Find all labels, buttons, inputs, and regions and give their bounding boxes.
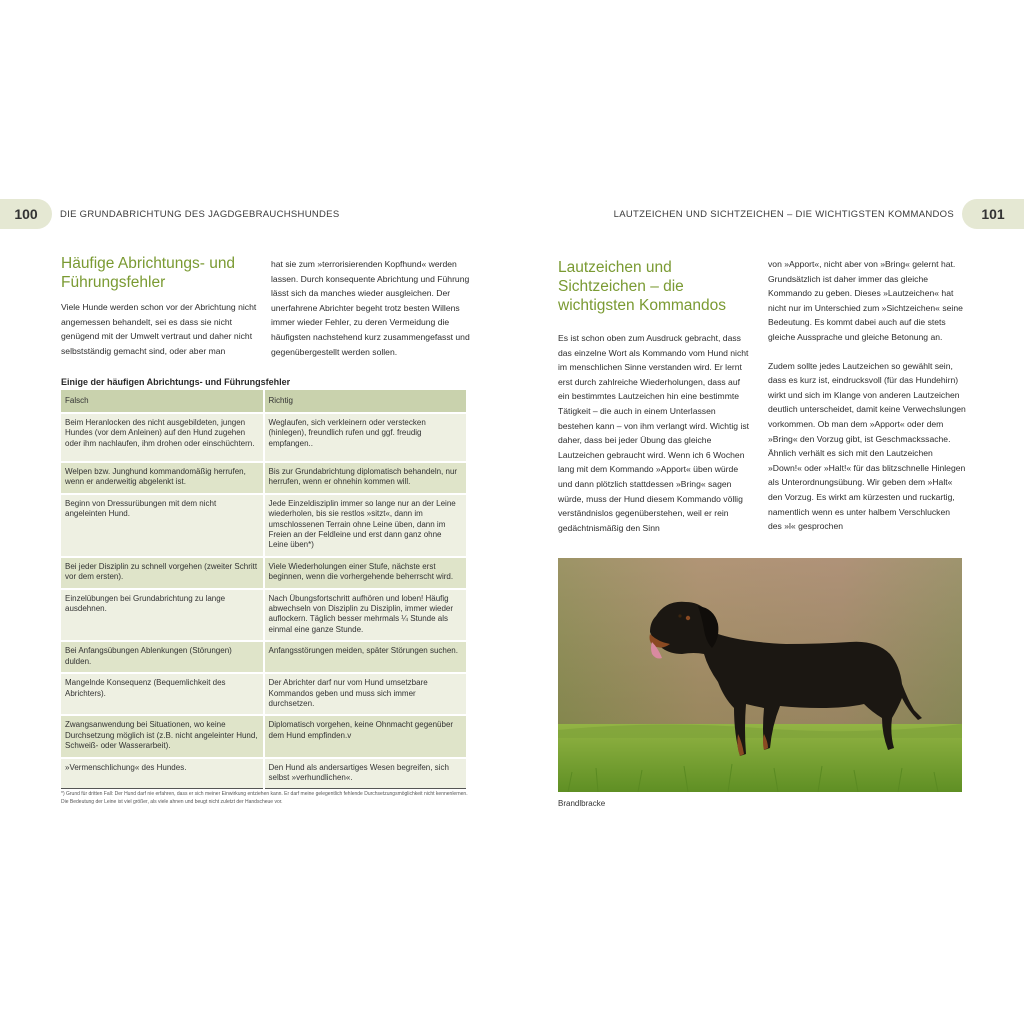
paragraph: Es ist schon oben zum Ausdruck gebracht, dass das einzelne Wort als Kommando vom Hund nicht im menschlichen Sinne verstanden wird. Er lernt erst durch zahlreiche Wiederholungen, dass auf ein bestimmtes Lautzeichen hin eine bestimmte Tätigkeit – die auch in einem Unterlassen bestehen kann – von ihm verlangt wird. Wichtig ist daher, dass bei jeder Übung das gleiche Lautzeichen gebraucht wird. Wenn ich 6 Wochen lang mit dem Kommando »Apport« üben würde und dann plötzlich stattdessen »Bring« sagen würde, muss der Hund diesem Kommando völlig verständnislos gegenüberstehen, weil er rein gedächtnismäßig den Sinn	[558, 333, 750, 533]
footnote: *) Grund für dritten Fall: Der Hund darf nie erfahren, dass er sich meiner Einwirkung entziehen kann. Er darf meine gelegentlich fehlende Durchsetzungsmöglichkeit nicht kennenlernen. Die Bedeutung der Leine ist viel größer, als viele ahnen und beugt nicht zuletzt der Handscheue vor.	[61, 791, 468, 805]
table-cell-richtig: Bis zur Grundabrichtung diplomatisch behandeln, nur herrufen, wenn er ohnehin kommen will.	[264, 462, 467, 494]
body-text-left-col2	[271, 257, 471, 359]
paragraph: Zudem sollte jedes Lautzeichen so gewählt sein, dass es kurz ist, eindrucksvoll (für das Hundehirn) wirkt und sich im Klange von anderen Lautzeichen deutlich unterscheidet, damit keine Verwechslungen vorkommen. Ob man dem »Apport« oder dem »Bring« den Vorzug gibt, ist Geschmackssache. Ähnlich verhält es sich mit den Lautzeichen »Down!« oder »Halt!« für das blitzschnelle Hinlegen als Unterordnungsübung. Wir geben dem »Halt« den Vorzug. Es wirkt am kürzesten und ruckartig, namentlich wenn es unter halbem Verschlucken des »l« gesprochen	[768, 360, 966, 532]
table-cell-richtig: Anfangsstörungen meiden, später Störungen suchen.	[264, 641, 467, 673]
table-cell-falsch: Bei Anfangsübungen Ablenkungen (Störungen) dulden.	[61, 641, 264, 673]
page-number-right: 101	[962, 199, 1024, 229]
table-cell-richtig: Weglaufen, sich verkleinern oder verstecken (hinlegen), freundlich rufen und ggf. freudig empfangen..	[264, 413, 467, 462]
dog-photo	[558, 558, 962, 792]
table-row	[61, 715, 466, 757]
table-cell-falsch: Beim Heranlocken des nicht ausgebildeten, jungen Hundes (vor dem Anleinen) auf den Hund zugehen oder ihm nachlaufen, ihm drohen oder einschüchtern.	[61, 413, 264, 462]
table-row	[61, 589, 466, 642]
paragraph: Viele Hunde werden schon vor der Abrichtung nicht angemessen behandelt, sei es dass sie nicht genügend mit der Umwelt vertraut und daher nicht selbstständig gemacht sind, oder aber man	[61, 302, 257, 356]
body-text-right-col1	[558, 331, 753, 535]
body-text-right-col2	[768, 257, 966, 534]
table-cell-falsch: Mangelnde Konsequenz (Bequemlichkeit des Abrichters).	[61, 673, 264, 715]
table-row	[61, 462, 466, 494]
table-cell-richtig: Der Abrichter darf nur vom Hund umsetzbare Kommandos geben und muss sich immer durchsetzen.	[264, 673, 467, 715]
section-heading-right: Lautzeichen und Sichtzeichen – die wichtigsten Kommandos	[558, 259, 726, 314]
running-head-left: DIE GRUNDABRICHTUNG DES JAGDGEBRAUCHSHUNDES	[60, 209, 340, 220]
table-cell-falsch: Beginn von Dressurübungen mit dem nicht angeleinten Hund.	[61, 494, 264, 557]
paragraph: von »Apport«, nicht aber von »Bring« gelernt hat. Grundsätzlich ist daher immer das gleiche Kommando zu geben. Dieses »Lautzeichen« hat nicht nur im Unterschied zum »Sichtzeichen« seine Bedeutung. Es kommt dabei auch auf die stets gleiche Aussprache und gleiche Betonung an.	[768, 259, 963, 342]
paragraph: hat sie zum »terrorisierenden Kopfhund« werden lassen. Durch konsequente Abrichtung und Führung lässt sich da manches wieder ausgleichen. Der unerfahrene Abrichter begeht trotz besten Willens immer wieder Fehler, zu deren Vermeidung die häufigsten nachstehend kurz zusammengefasst und gegenübergestellt werden sollen.	[271, 259, 470, 357]
table-cell-falsch: Welpen bzw. Junghund kommandomäßig herrufen, wenn er anderweitig abgelenkt ist.	[61, 462, 264, 494]
table-cell-richtig: Den Hund als andersartiges Wesen begreifen, sich selbst »verhundlichen«.	[264, 758, 467, 789]
table-row	[61, 413, 466, 462]
page-number-left: 100	[0, 199, 52, 229]
photo-caption: Brandlbracke	[558, 799, 606, 808]
table-row	[61, 494, 466, 557]
dog-photo-illustration	[558, 558, 962, 792]
body-text-left-col1	[61, 300, 258, 358]
table-cell-falsch: Zwangsanwendung bei Situationen, wo keine Durchsetzung möglich ist (z.B. nicht angeleinter Hund, Schweiß- oder Wasserarbeit).	[61, 715, 264, 757]
table-cell-falsch: Bei jeder Disziplin zu schnell vorgehen (zweiter Schritt vor dem ersten).	[61, 557, 264, 589]
table-caption: Einige der häufigen Abrichtungs- und Führungsfehler	[61, 377, 291, 387]
table-row	[61, 673, 466, 715]
section-heading-left: Häufige Abrichtungs- und Führungsfehler	[61, 255, 236, 291]
table-cell-richtig: Nach Übungsfortschritt aufhören und loben! Häufig abwechseln von Disziplin zu Disziplin, immer wieder auflockern. Täglich besser mehrmals ¼ Stunde als einmal eine ganze Stunde.	[264, 589, 467, 642]
table-header-falsch: Falsch	[61, 390, 264, 413]
table-cell-richtig: Jede Einzeldisziplin immer so lange nur an der Leine wiederholen, bis sie restlos »sitzt«, dann im umschlossenen Terrain ohne Leine üben, dann im Freien an der Feldleine und erst dann ganz ohne Leine üben*)	[264, 494, 467, 557]
errors-table	[61, 390, 466, 789]
table-header-richtig: Richtig	[264, 390, 467, 413]
table-row	[61, 641, 466, 673]
running-head-right: LAUTZEICHEN UND SICHTZEICHEN – DIE WICHTIGSTEN KOMMANDOS	[613, 209, 954, 220]
table-cell-richtig: Diplomatisch vorgehen, keine Ohnmacht gegenüber dem Hund empfinden.v	[264, 715, 467, 757]
table-cell-falsch: »Vermenschlichung« des Hundes.	[61, 758, 264, 789]
table-cell-falsch: Einzelübungen bei Grundabrichtung zu lange ausdehnen.	[61, 589, 264, 642]
table-row	[61, 758, 466, 789]
table-row	[61, 557, 466, 589]
table-cell-richtig: Viele Wiederholungen einer Stufe, nächste erst beginnen, wenn die vorhergehende beherrscht wird.	[264, 557, 467, 589]
